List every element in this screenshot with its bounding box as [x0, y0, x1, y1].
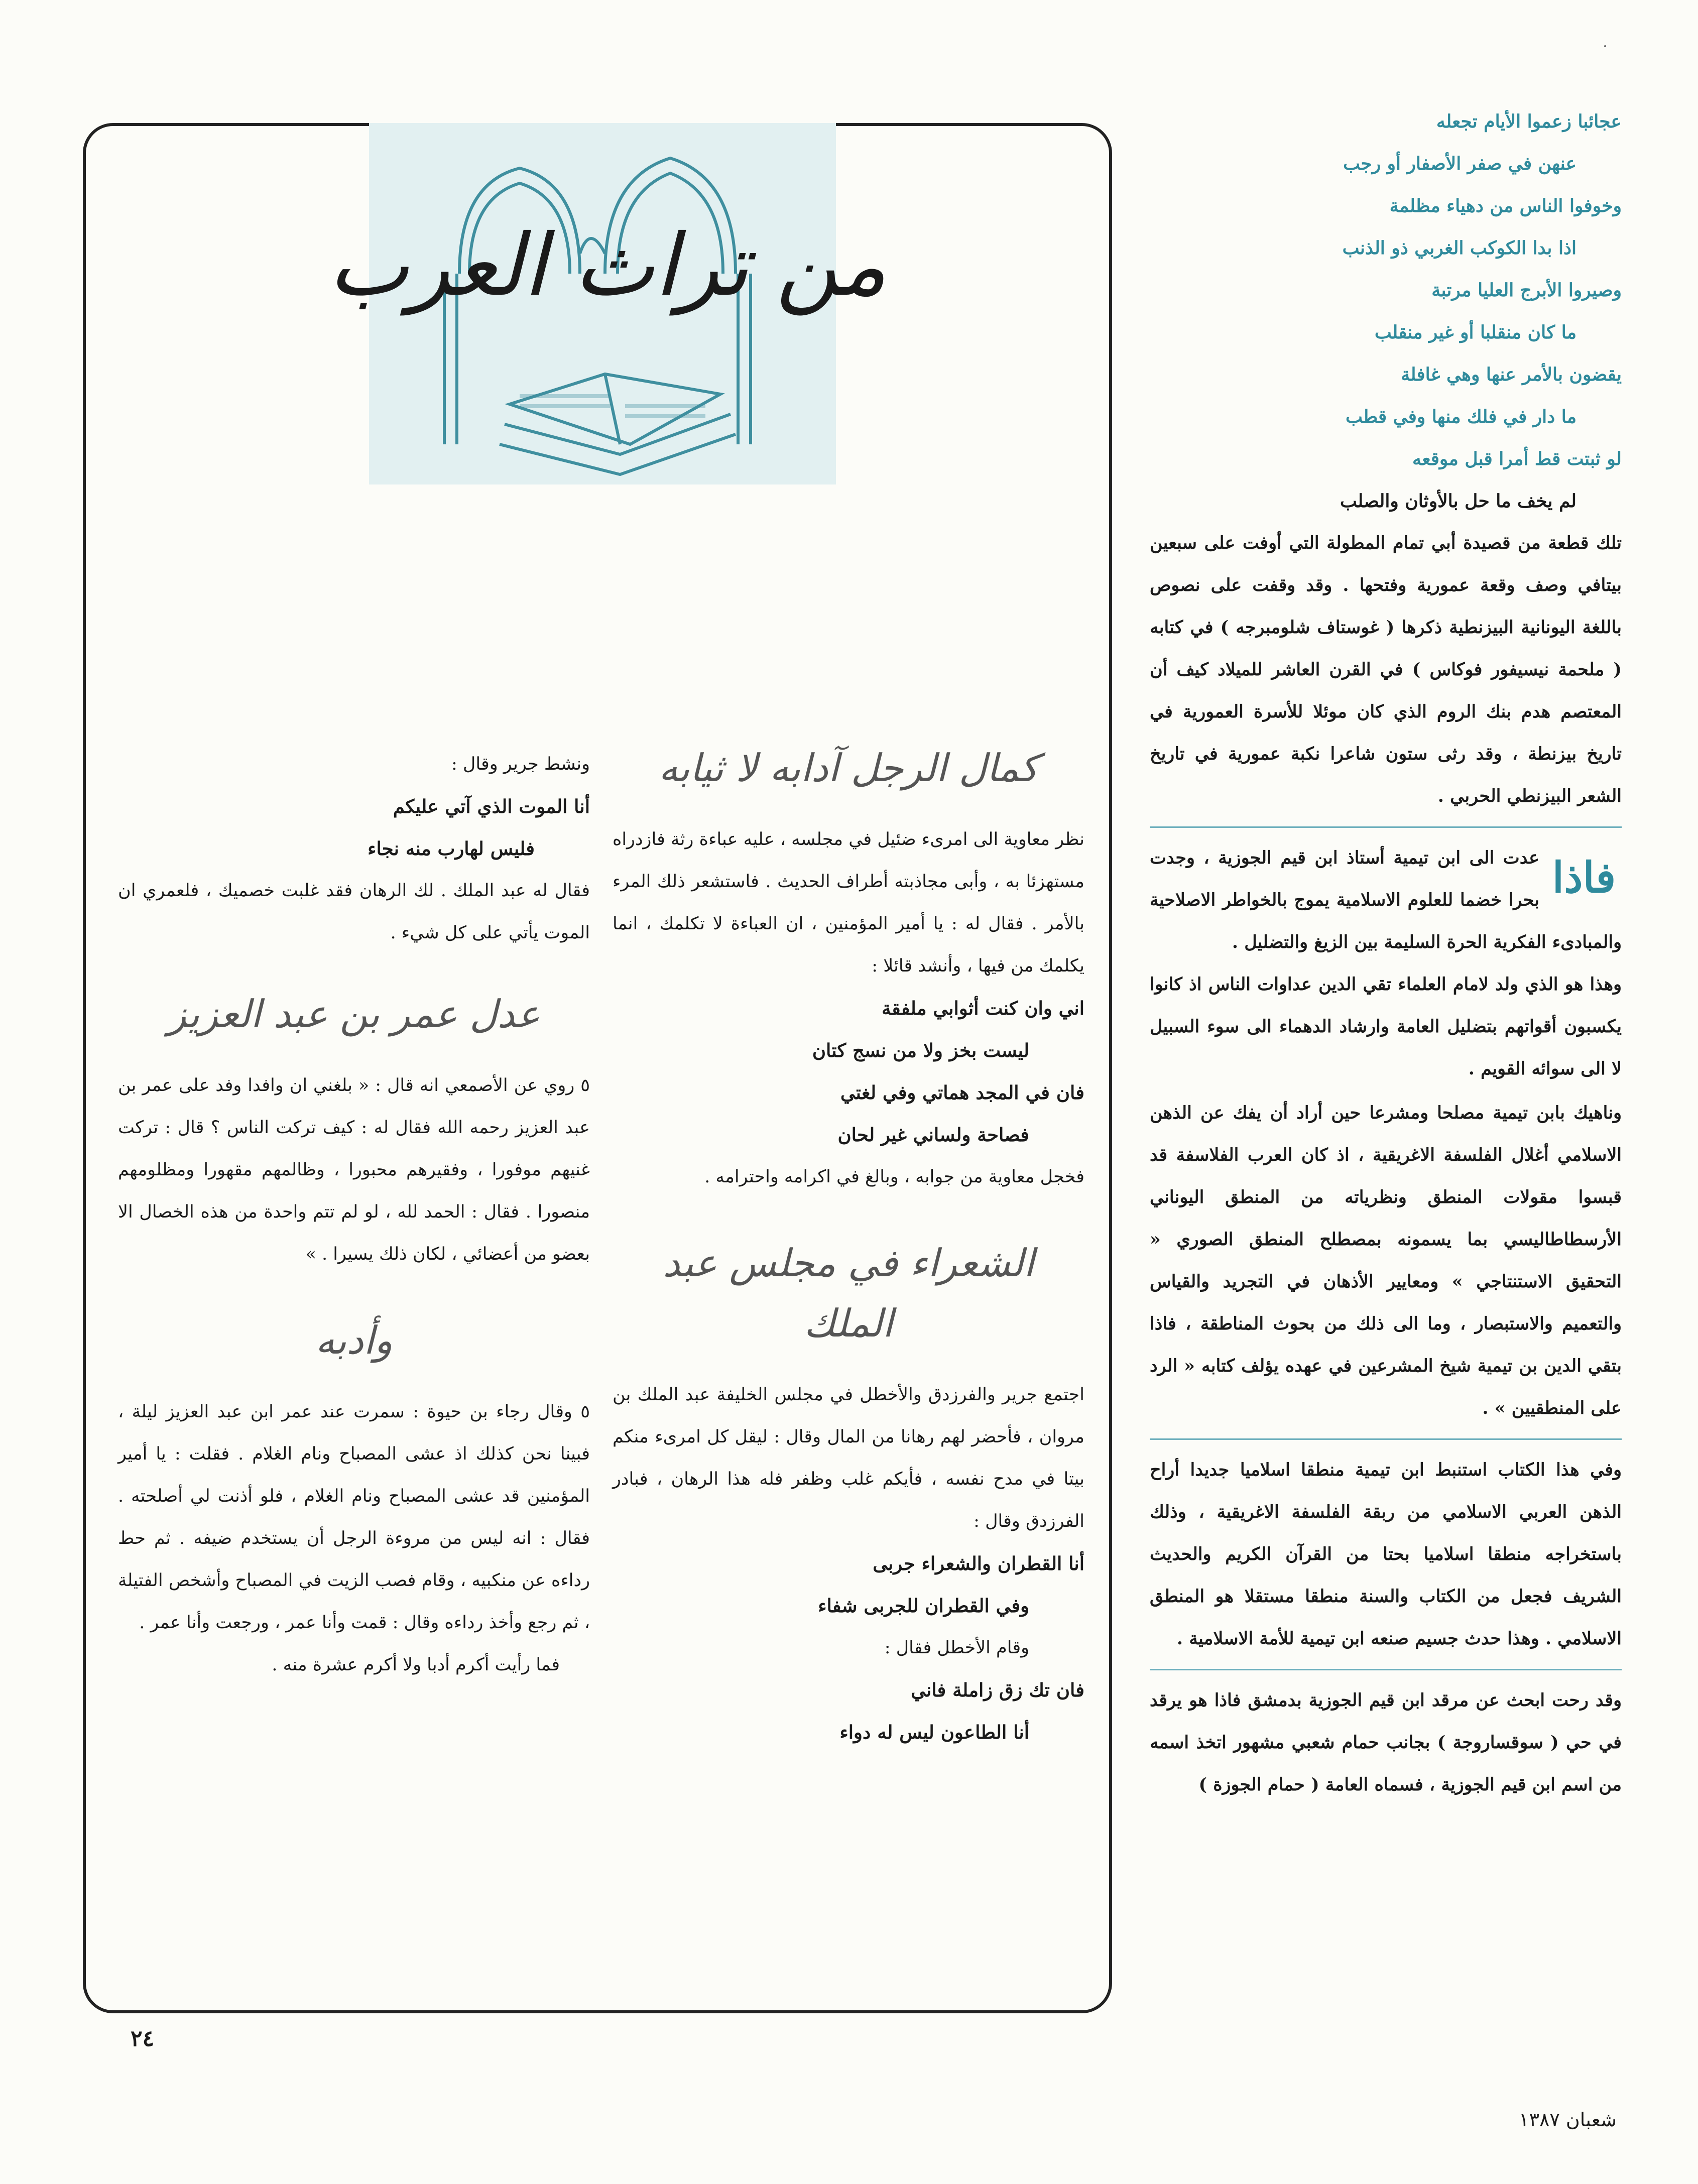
- box-column-left: [118, 723, 590, 1686]
- section-title: الشعراء في مجلس عبد الملك: [663, 1241, 1034, 1346]
- paragraph: وناهيك بابن تيمية مصلحا ومشرعا حين أراد أن يفك عن الذهن الاسلامي أغلال الفلسفة الاغريقية ، اذ كان العرب الفلاسفة قد قبسوا مقولات المنطق ونظرياته من المنطق اليوناني الأرسطاطاليسي بما يسمونه بمصطلح المنطق الصوري « التحقيق الاستنتاجي » ومعايير الأذهان في التجريد والقياس والتعميم والاستبصار ، وما الى ذلك من بحوث المناطقة ، فاذا بتقي الدين بن تيمية شيخ المشرعين في عهده يؤلف كتابه « الرد على المنطقيين » .: [1150, 1103, 1622, 1418]
- divider: [1150, 1438, 1622, 1440]
- section-text: فما رأيت أكرم أدبا ولا أكرم عشرة منه .: [272, 1655, 560, 1675]
- verse-line: فان في المجد هماتي وفي لغتي: [840, 1081, 1084, 1104]
- section-title: وأدبه: [315, 1318, 393, 1363]
- section-text: ٥ روي عن الأصمعي انه قال : « بلغني ان وافدا وفد على عمر بن عبد العزيز رحمه الله فقال له : كيف تركت الناس ؟ قال : تركت غنيهم موفورا ، وفقيرهم محبورا ، وظالمهم مقهورا ومظلومهم منصورا . فقال : الحمد لله ، لو لم تتم واحدة من هذه الخصال الا بعضو من أعضائي ، لكان ذلك يسيرا . »: [118, 1075, 590, 1264]
- verse-line: اني وان كنت أثوابي ملفقة: [882, 997, 1084, 1019]
- poem-line: اذا بدا الكوكب الغربي ذو الذنب: [1342, 237, 1576, 259]
- poem-block: [1150, 100, 1622, 522]
- paragraph: عدت الى ابن تيمية أستاذ ابن قيم الجوزية ، وجدت بحرا خضما للعلوم الاسلامية يموج بالخواطر الاصلاحية والمبادىء الفكرية الحرة السليمة بين الزيغ والتضليل .: [1150, 847, 1622, 952]
- corner-mark: [1604, 45, 1606, 47]
- paragraph: تلك قطعة من قصيدة أبي تمام المطولة التي أوفت على سبعين بيتافي وصف وقعة عمورية وفتحها . وقد وقفت على نصوص باللغة اليونانية البيزنطية ذكرها ( غوستاف شلومبرجه ) في كتابه ( ملحمة نيسيفور فوكاس ) في القرن العاشر للميلاد كيف أن المعتصم هدم بنك الروم الذي كان موئلا للأسرة العمورية في تاريخ بيزنطة ، وقد رثى ستون شاعرا نكبة عمورية في تاريخ الشعر البيزنطي الحربي .: [1150, 533, 1622, 806]
- divider: [1150, 826, 1622, 828]
- verse-line: أنا القطران والشعراء جربى: [873, 1552, 1084, 1574]
- verse-line: فان تك زق زاملة فاني: [911, 1679, 1084, 1701]
- poem-line: لم يخف ما حل بالأوثان والصلب: [1340, 491, 1576, 512]
- section-text: فخجل معاوية من جوابه ، وبالغ في اكرامه واحترامه .: [704, 1167, 1084, 1187]
- section-title: عدل عمر بن عبد العزيز: [168, 992, 540, 1036]
- section-text: ٥ وقال رجاء بن حيوة : سمرت عند عمر ابن عبد العزيز ليلة ، فبينا نحن كذلك اذ عشى المصباح ونام الغلام . فقلت : يا أمير المؤمنين قد عشى المصباح ونام الغلام ، فلو أذنت لي أصلحته . فقال : انه ليس من مروءة الرجل أن يستخدم ضيفه . ثم حط رداءه عن منكبيه ، وقام فصب الزيت في المصباح وأشخص الفتيلة ، ثم رجع وأخذ رداءه وقال : قمت وأنا عمر ، ورجعت وأنا عمر .: [118, 1402, 590, 1633]
- verse-line: أنا الموت الذي آتي عليكم: [393, 795, 590, 817]
- page-number: ٢٤: [131, 2026, 155, 2051]
- right-column: [1150, 100, 1622, 1806]
- poem-line: لو ثبتت قط أمرا قبل موقعه: [1412, 448, 1622, 469]
- paragraph: وفي هذا الكتاب استنبط ابن تيمية منطقا اسلاميا جديدا أراح الذهن العربي الاسلامي من ربقة الفلسفة الاغريقية ، وذلك باستخراجه منطقا اسلاميا بحتا من القرآن الكريم والحديث الشريف فجعل من الكتاب والسنة منطقا مستقلا هو المنطق الاسلامي . وهذا حدث جسيم صنعه ابن تيمية للأمة الاسلامية .: [1150, 1460, 1622, 1649]
- verse-line: ليست بخز ولا من نسج كتان: [812, 1039, 1029, 1061]
- section-text: وقام الأخطل فقال :: [884, 1638, 1029, 1658]
- fa-idha-block: [1150, 837, 1622, 963]
- poem-line: يقضون بالأمر عنها وهي غافلة: [1401, 364, 1622, 385]
- verse-line: أنا الطاعون ليس له دواء: [839, 1721, 1029, 1743]
- poem-line: وخوفوا الناس من دهياء مظلمة: [1389, 195, 1622, 216]
- poem-line: عنهن في صفر الأصفار أو رجب: [1343, 153, 1576, 174]
- paragraph: وهذا هو الذي ولد لامام العلماء تقي الدين عداوات الناس اذ كانوا يكسبون أقواتهم بتضليل العامة وارشاد الدهماء الى سوء السبيل لا الى سوائه القويم .: [1150, 974, 1622, 1079]
- divider: [1150, 1669, 1622, 1670]
- box-column-right: [613, 723, 1084, 1753]
- verse-line: وفي القطران للجربى شفاء: [818, 1595, 1029, 1617]
- poem-line: ما كان منقلبا أو غير منقلب: [1374, 322, 1576, 343]
- section-text: نظر معاوية الى امرىء ضئيل في مجلسه ، عليه عباءة رثة فازدراه مستهزئا به ، وأبى مجاذبته أطراف الحديث . فاستشعر ذلك المرء بالأمر . فقال له : يا أمير المؤمنين ، ان العباءة لا تكلمك ، انما يكلمك من فيها ، وأنشد قائلا :: [613, 829, 1084, 976]
- verse-line: فصاحة ولساني غير لحان: [837, 1124, 1029, 1146]
- paragraph: وقد رحت ابحث عن مرقد ابن قيم الجوزية بدمشق فاذا هو يرقد في حي ( سوقساروجة ) بجانب حمام شعبي مشهور اتخذ اسمه من اسم ابن قيم الجوزية ، فسماه العامة ( حمام الجوزة ): [1150, 1690, 1622, 1795]
- poem-line: عجائبا زعموا الأيام تجعله: [1436, 111, 1622, 132]
- section-text: ونشط جرير وقال :: [451, 754, 590, 774]
- banner-title: من تراث العرب: [328, 216, 887, 315]
- section-title: كمال الرجل آدابه لا ثيابه: [658, 746, 1039, 790]
- poem-line: ما دار في فلك منها وفي قطب: [1346, 406, 1576, 427]
- section-text: فقال له عبد الملك . لك الرهان فقد غلبت خصميك ، فلعمري ان الموت يأتي على كل شيء .: [118, 881, 590, 943]
- poem-line: وصيروا الأبرج العليا مرتبة: [1431, 280, 1622, 301]
- verse-line: فليس لهارب منه نجاء: [368, 837, 535, 860]
- section-text: اجتمع جرير والفرزدق والأخطل في مجلس الخليفة عبد الملك بن مروان ، فأحضر لهم رهانا من المال وقال : ليقل كل امرىء منكم بيتا في مدح نفسه ، فأيكم غلب وظفر فله هذا الرهان ، فبادر الفرزدق وقال :: [613, 1385, 1084, 1531]
- issue-date: شعبان ١٣٨٧: [1519, 2109, 1617, 2131]
- fa-idha-drop-cap: فاذا: [1552, 853, 1616, 902]
